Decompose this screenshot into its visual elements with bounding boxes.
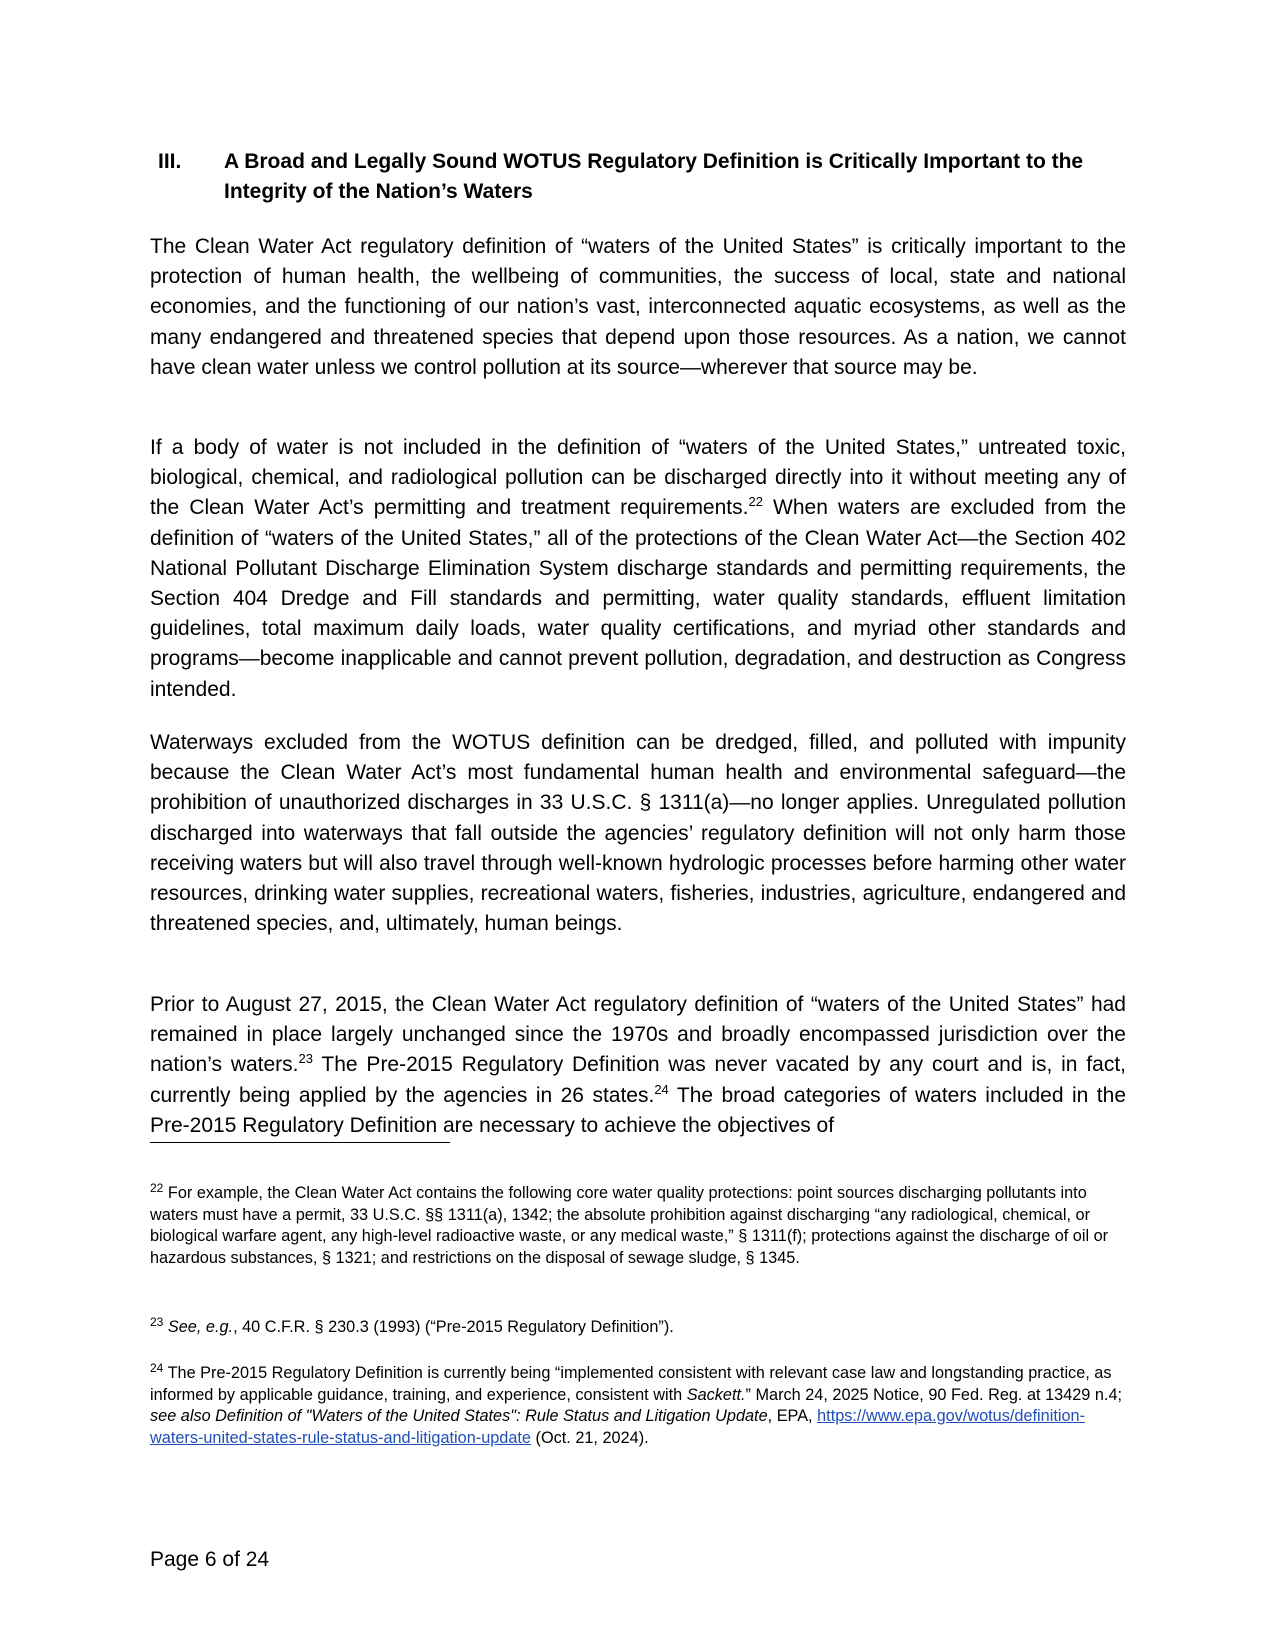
paragraph-4-part-c: The broad categories of waters included in the Pre-2015 Regulatory Definition are necessary to achieve the objectives of <box>150 1083 1126 1137</box>
footnote-ref-23[interactable]: 23 <box>298 1051 313 1067</box>
paragraph-4-part-b: The Pre-2015 Regulatory Definition was never vacated by any court and is, in fact, currently being applied by the agencies in 26 states. <box>150 1053 1126 1107</box>
footnote-text: , 40 C.F.R. § 230.3 (1993) (“Pre-2015 Regulatory Definition”). <box>233 1318 674 1336</box>
footnote-separator <box>150 1142 450 1143</box>
footnote-italic-a: Sackett. <box>686 1385 746 1404</box>
footnote-number: 23 <box>150 1315 164 1329</box>
footnote-text: For example, the Clean Water Act contains the following core water quality protections: point sources discharging pollutants into waters must have a permit, 33 U.S.C. §§ 1311(a), 1342; the absolute prohibition against discharging “any radiological, chemical, or biological warfare agent, any high-level radioactive waste, or any medical waste,” § 1311(f); protections against the discharge of oil or hazardous substances, § 1321; and restrictions on the disposal of sewage sludge, § 1345. <box>150 1184 1109 1267</box>
footnote-ref-22[interactable]: 22 <box>748 494 763 510</box>
paragraph-2 <box>150 433 1126 705</box>
footnote-number: 22 <box>150 1181 164 1195</box>
section-title: A Broad and Legally Sound WOTUS Regulatory Definition is Critically Important to the Integrity of the Nation’s Waters <box>224 150 1084 203</box>
footnote-italic-b: see also Definition of "Waters of the United States": Rule Status and Litigation Update <box>150 1407 768 1425</box>
paragraph-3: Waterways excluded from the WOTUS definition can be dredged, filled, and polluted with impunity because the Clean Water Act’s most fundamental human health and environmental safeguard—the prohibition of unauthorized discharges in 33 U.S.C. § 1311(a)—no longer applies. Unregulated pollution discharged into waterways that fall outside the agencies’ regulatory definition will not only harm those receiving waters but will also travel through well-known hydrologic processes before harming other water resources, drinking water supplies, recreational waters, fisheries, industries, agriculture, endangered and threatened species, and, ultimately, human beings. <box>150 731 1126 936</box>
footnote-text-b: ” March 24, 2025 Notice, 90 Fed. Reg. at 13429 n.4; <box>745 1385 1123 1404</box>
section-number: III. <box>158 150 182 173</box>
paragraph-2-part-b: When waters are excluded from the definition of “waters of the United States,” all of the protections of the Clean Water Act—the Section 402 National Pollutant Discharge Elimination System discharge standards and permitting requirements, the Section 404 Dredge and Fill standards and permitting, water quality standards, effluent limitation guidelines, total maximum daily loads, water quality certifications, and myriad other standards and programs—become inapplicable and cannot prevent pollution, degradation, and destruction as Congress intended. <box>150 496 1126 701</box>
paragraph-2-part-a: If a body of water is not included in the definition of “waters of the United States,” untreated toxic, biological, chemical, and radiological pollution can be discharged directly into it without meeting any of the Clean Water Act’s permitting and treatment requirements. <box>150 436 1126 520</box>
footnote-24 <box>150 1363 1124 1449</box>
footnote-number: 24 <box>150 1361 164 1375</box>
epa-wotus-link[interactable]: https://www.epa.gov/wotus/definition-waters-united-states-rule-status-and-litigation-update <box>150 1407 1085 1447</box>
paragraph-1: The Clean Water Act regulatory definition of “waters of the United States” is critically important to the protection of human health, the wellbeing of communities, the success of local, state and national economies, and the functioning of our nation’s vast, interconnected aquatic ecosystems, as well as the many endangered and threatened species that depend upon those resources. As a nation, we cannot have clean water unless we control pollution at its source—wherever that source may be. <box>150 235 1126 379</box>
footnote-text-c: , EPA, <box>767 1407 818 1425</box>
paragraph-4-part-a: Prior to August 27, 2015, the Clean Water Act regulatory definition of “waters of the United States” had remained in place largely unchanged since the 1970s and broadly encompassed jurisdiction over the nation’s waters. <box>150 993 1126 1077</box>
footnote-text-a: The Pre-2015 Regulatory Definition is currently being “implemented consistent with relevant case law and longstanding practice, as informed by applicable guidance, training, and experience, consistent with <box>150 1364 1112 1404</box>
footnote-22 <box>150 1183 1124 1269</box>
footnote-text-d: (Oct. 21, 2024). <box>531 1428 649 1447</box>
footnote-23 <box>150 1317 1124 1339</box>
footnote-italic: See, e.g. <box>163 1318 234 1336</box>
footnote-ref-24[interactable]: 24 <box>654 1081 669 1097</box>
page-number: Page 6 of 24 <box>150 1548 270 1571</box>
paragraph-4 <box>150 990 1126 1141</box>
